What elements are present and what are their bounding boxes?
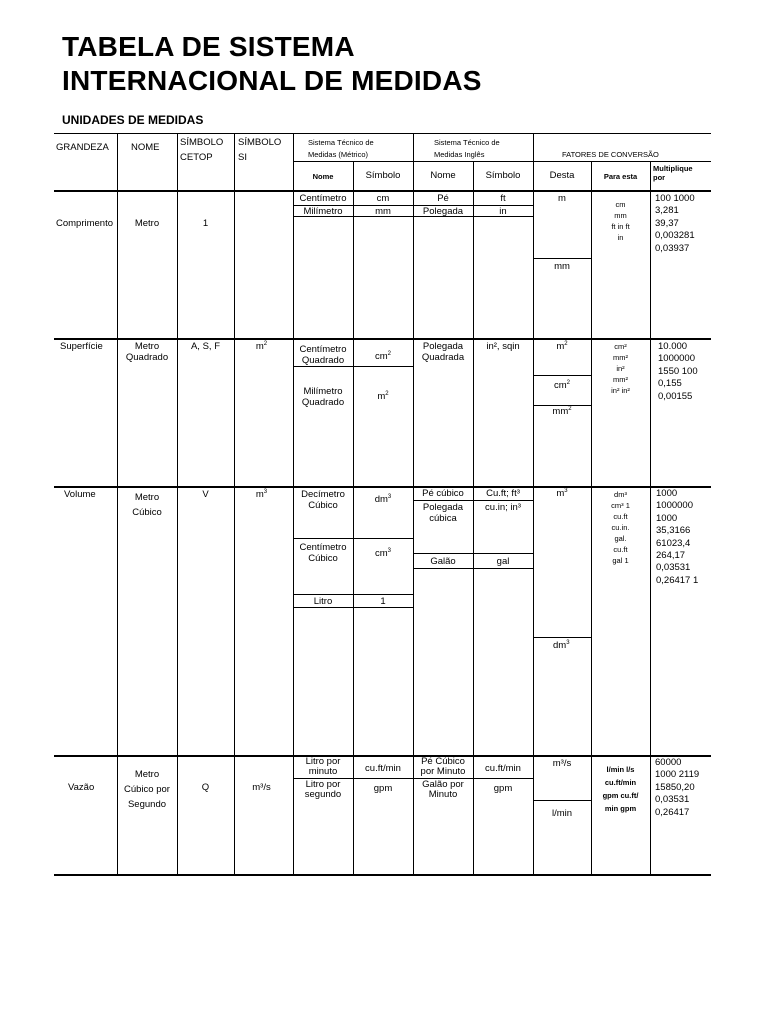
cell-ing-simbolo: ft bbox=[500, 193, 506, 204]
cell-met-nome: Centímetro Cúbico bbox=[299, 542, 347, 564]
cell-multiplique: 100 1000 3,281 39,37 0,003281 0,03937 bbox=[655, 193, 695, 254]
cell-ing-simbolo: Cu.ft; ft³ bbox=[486, 488, 520, 499]
cell-desta-unit: cm bbox=[553, 380, 567, 391]
cell-ing-nome: Polegada cúbica bbox=[422, 502, 464, 524]
cell-desta: mm bbox=[554, 261, 570, 272]
cell-met-simbolo-unit: cm bbox=[374, 351, 388, 362]
cell-met-simbolo: gpm bbox=[373, 783, 393, 794]
cell-met-simbolo: $dm^3$ bbox=[374, 493, 392, 505]
cell-met-nome: Centímetro Quadrado bbox=[299, 344, 347, 366]
cell-desta: m³/s bbox=[552, 758, 572, 769]
subheader-nome-ingles: Nome bbox=[430, 170, 456, 181]
cell-cetop: V bbox=[202, 489, 209, 500]
subheader-desta: Desta bbox=[549, 170, 575, 181]
cell-nome: Metro Cúbico bbox=[132, 492, 162, 518]
subheader-multiplique: Multiplique por bbox=[653, 164, 693, 182]
cell-multiplique: 1000 1000000 1000 35,3166 61023,4 264,17 0,03531 0,26417 1 bbox=[656, 488, 699, 586]
cell-grandeza: Superfície bbox=[60, 341, 103, 352]
section-title: UNIDADES DE MEDIDAS bbox=[62, 113, 204, 127]
cell-met-nome: Decímetro Cúbico bbox=[301, 489, 345, 511]
header-sistema-ingles: Sistema Técnico de Medidas Inglês bbox=[434, 138, 500, 159]
cell-grandeza: Vazão bbox=[68, 782, 95, 793]
cell-desta: $dm^3$ bbox=[553, 639, 570, 651]
cell-cetop: A, S, F bbox=[190, 341, 221, 352]
cell-si: $m^2$ bbox=[255, 340, 268, 352]
cell-cetop: Q bbox=[201, 782, 210, 793]
cell-nome: Metro Quadrado bbox=[125, 341, 169, 363]
cell-desta: m bbox=[558, 193, 566, 204]
cell-si-unit: m bbox=[255, 489, 264, 500]
cell-grandeza: Comprimento bbox=[56, 218, 114, 229]
cell-desta: $cm^2$ bbox=[553, 379, 570, 391]
header-simbolo-si: SÍMBOLO SI bbox=[238, 137, 282, 163]
cell-met-simbolo: 1 bbox=[380, 596, 386, 607]
cell-met-simbolo: $m^2$ bbox=[377, 390, 389, 402]
cell-desta-unit: m bbox=[556, 341, 565, 352]
cell-si: $m^3$ bbox=[255, 488, 268, 500]
cell-ing-simbolo: gal bbox=[496, 556, 510, 567]
cell-met-simbolo-unit: cm bbox=[374, 548, 388, 559]
cell-met-simbolo: mm bbox=[375, 206, 391, 217]
cell-ing-simbolo: in bbox=[499, 206, 507, 217]
header-grandeza: GRANDEZA bbox=[56, 142, 109, 153]
cell-desta: $m^2$ bbox=[556, 340, 568, 352]
cell-met-nome: Litro bbox=[313, 596, 333, 607]
cell-met-simbolo: cu.ft/min bbox=[365, 763, 401, 774]
cell-met-simbolo-unit: dm bbox=[374, 494, 388, 505]
cell-multiplique: 60000 1000 2119 15850,20 0,03531 0,26417 bbox=[655, 757, 700, 818]
cell-met-simbolo: $cm^2$ bbox=[374, 350, 391, 362]
cell-desta-unit: dm bbox=[553, 640, 567, 651]
cell-si: m³/s bbox=[252, 782, 271, 793]
header-simbolo-cetop: SÍMBOLO CETOP bbox=[180, 137, 224, 163]
cell-desta-unit: mm bbox=[552, 406, 569, 417]
cell-ing-nome: Pé Cúbico por Minuto bbox=[420, 756, 466, 777]
cell-ing-nome: Galão bbox=[430, 556, 456, 567]
cell-met-nome: Milímetro bbox=[303, 206, 343, 217]
subheader-simbolo-ingles: Símbolo bbox=[485, 170, 521, 181]
header-sistema-metrico: Sistema Técnico de Medidas (Métrico) bbox=[308, 138, 374, 159]
cell-cetop: 1 bbox=[202, 218, 209, 229]
cell-para-esta: cm mm ft in ft in bbox=[611, 200, 630, 242]
cell-met-simbolo: cm bbox=[376, 193, 390, 204]
cell-ing-nome: Galão por Minuto bbox=[422, 779, 464, 800]
cell-ing-simbolo: cu.ft/min bbox=[485, 763, 521, 774]
cell-ing-nome: Pé bbox=[437, 193, 449, 204]
cell-desta-unit: m bbox=[556, 488, 565, 499]
cell-multiplique: 10.000 1000000 1550 100 0,155 0,00155 bbox=[658, 341, 698, 402]
subheader-nome-metrico: Nome bbox=[312, 172, 334, 181]
cell-grandeza: Volume bbox=[64, 489, 96, 500]
header-fatores: FATORES DE CONVERSÃO bbox=[562, 150, 659, 159]
subheader-para-esta: Para esta bbox=[603, 172, 638, 181]
cell-para-esta: dm³ cm³ 1 cu.ft cu.in. gal. cu.ft gal 1 bbox=[611, 490, 630, 565]
cell-ing-nome: Polegada Quadrada bbox=[421, 341, 465, 363]
cell-ing-simbolo: cu.in; in³ bbox=[485, 502, 521, 513]
cell-nome: Metro bbox=[134, 218, 160, 229]
cell-met-nome: Litro por segundo bbox=[304, 779, 342, 800]
cell-si-unit: m bbox=[255, 341, 264, 352]
cell-desta: l/min bbox=[551, 808, 573, 819]
subheader-simbolo-metrico: Símbolo bbox=[365, 170, 401, 181]
page-title: TABELA DE SISTEMA INTERNACIONAL DE MEDIDAS bbox=[62, 31, 482, 96]
cell-ing-nome: Pé cúbico bbox=[422, 488, 464, 499]
cell-para-esta: l/min l/s cu.ft/min gpm cu.ft/ min gpm bbox=[602, 765, 639, 813]
cell-met-nome: Milímetro Quadrado bbox=[301, 386, 345, 408]
cell-met-simbolo: $cm^3$ bbox=[374, 547, 391, 559]
header-nome: NOME bbox=[131, 142, 160, 153]
cell-desta: $m^3$ bbox=[556, 487, 568, 499]
cell-met-nome: Centímetro bbox=[299, 193, 347, 204]
cell-nome: Metro Cúbico por Segundo bbox=[124, 769, 170, 810]
cell-met-simbolo-unit: m bbox=[377, 391, 386, 402]
cell-ing-nome: Polegada bbox=[422, 206, 464, 217]
cell-ing-simbolo: in², sqin bbox=[486, 341, 520, 352]
cell-desta: $mm^2$ bbox=[552, 405, 572, 417]
cell-ing-simbolo: gpm bbox=[493, 783, 513, 794]
cell-met-nome: Litro por minuto bbox=[305, 756, 341, 777]
cell-para-esta: cm² mm² in² mm² in² in² bbox=[611, 342, 630, 395]
